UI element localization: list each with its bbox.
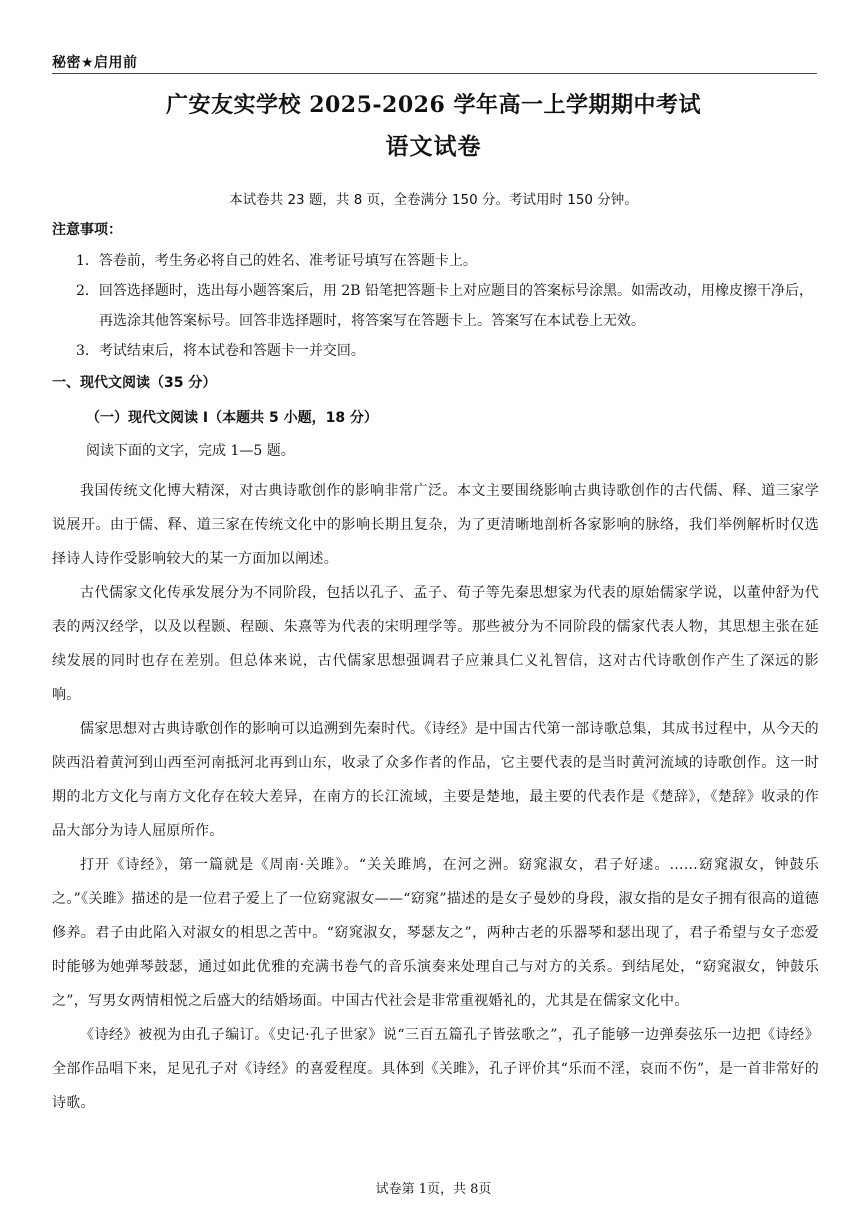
passage-paragraph: 我国传统文化博大精深，对古典诗歌创作的影响非常广泛。本文主要围绕影响古典诗歌创作的古代儒、释、道三家学说展开。由于儒、释、道三家在传统文化中的影响长期且复杂，为了更清晰地剖析各家影响的脉络，我们举例解析时仅选择诗人诗作受影响较大的某一方面加以阐述。 — [52, 483, 819, 567]
exam-title: 广安友实学校 2025-2026 学年高一上学期期中考试 — [166, 92, 701, 118]
reading-instruction: 阅读下面的文字，完成 1—5 题。 — [86, 443, 295, 459]
passage-paragraph: 儒家思想对古典诗歌创作的影响可以追溯到先秦时代。《诗经》是中国古代第一部诗歌总集，其成书过程中，从今天的陕西沿着黄河到山西至河南抵河北再到山东，收录了众多作者的作品，它主要代表的是当时黄河流域的诗歌创作。这一时期的北方文化与南方文化存在较大差异，在南方的长江流域，主要是楚地，最主要的代表作是《楚辞》，《楚辞》收录的作品大部分为诗人屈原所作。 — [52, 721, 819, 839]
note-item: 1．答卷前，考生务必将自己的姓名、准考证号填写在答题卡上。 — [76, 253, 477, 269]
passage-paragraph: 打开《诗经》，第一篇就是《周南·关雎》。“关关雎鸠，在河之洲。窈窕淑女，君子好逑。……窈窕淑女，钟鼓乐之。”《关雎》描述的是一位君子爱上了一位窈窕淑女——“窈窕”描述的是女子曼妙的身段，淑女指的是女子拥有很高的道德修养。君子由此陷入对淑女的相思之苦中。“窈窕淑女，琴瑟友之”，两种古老的乐器琴和瑟出现了，君子希望与女子恋爱时能够为她弹琴鼓瑟，通过如此优雅的充满书卷气的音乐演奏来处理自己与对方的关系。到结尾处，“窈窕淑女，钟鼓乐之”，写男女两情相悦之后盛大的结婚场面。中国古代社会是非常重视婚礼的，尤其是在儒家文化中。 — [52, 857, 819, 1009]
confidential-label: 秘密★启用前 — [52, 55, 138, 71]
page-footer: 试卷第 1页，共 8页 — [375, 1182, 492, 1197]
notes-list — [52, 246, 819, 366]
part-heading: （一）现代文阅读 I（本题共 5 小题，18 分） — [86, 410, 378, 426]
passage-paragraph: 古代儒家文化传承发展分为不同阶段，包括以孔子、孟子、荀子等先秦思想家为代表的原始儒家学说，以董仲舒为代表的两汉经学，以及以程颢、程颐、朱熹等为代表的宋明理学等。那些被分为不同阶段的儒家代表人物，其思想主张在延续发展的同时也存在差别。但总体来说，古代儒家思想强调君子应兼具仁义礼智信，这对古代诗歌创作产生了深远的影响。 — [52, 585, 819, 703]
passage-paragraph: 《诗经》被视为由孔子编订。《史记·孔子世家》说“三百五篇孔子皆弦歌之”，孔子能够一边弹奏弦乐一边把《诗经》全部作品唱下来，足见孔子对《诗经》的喜爱程度。具体到《关雎》，孔子评价其“乐而不淫，哀而不伤”，是一首非常好的诗歌。 — [52, 1027, 819, 1111]
note-item: 2．回答选择题时，选出每小题答案后，用 2B 铅笔把答题卡上对应题目的答案标号涂黑。如需改动，用橡皮擦干净后，再选涂其他答案标号。回答非选择题时，将答案写在答题卡上。答案写在本试卷上无效。 — [76, 283, 813, 329]
exam-subtitle: 语文试卷 — [385, 133, 482, 160]
section-heading: 一、现代文阅读（35 分） — [52, 375, 217, 391]
notes-heading: 注意事项： — [52, 222, 122, 238]
note-item: 3．考试结束后，将本试卷和答题卡一并交回。 — [76, 343, 365, 359]
exam-summary: 本试卷共 23 题，共 8 页，全卷满分 150 分。考试用时 150 分钟。 — [229, 192, 638, 208]
reading-passage — [52, 474, 819, 1120]
header-rule — [52, 73, 817, 74]
